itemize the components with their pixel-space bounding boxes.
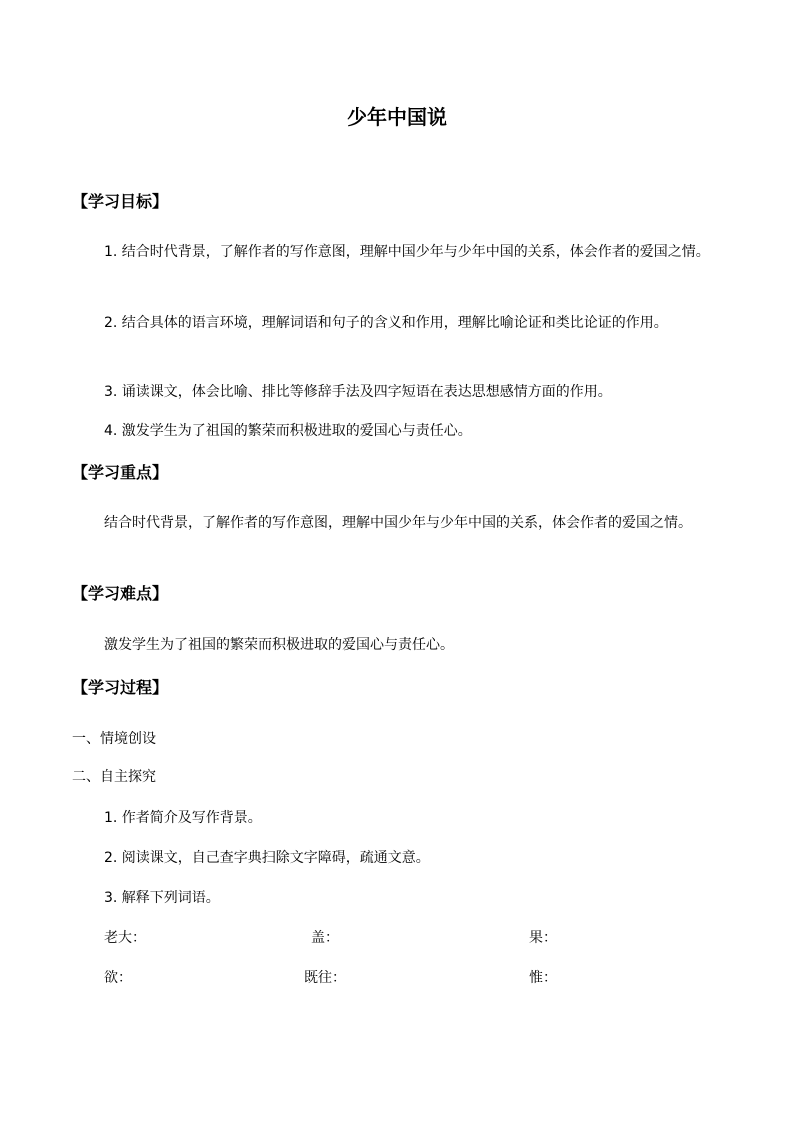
goal-item-4: 4. 激发学生为了祖国的繁荣而积极进取的爱国心与责任心。 — [104, 423, 472, 439]
process-section-2: 二、自主探究 — [72, 769, 156, 785]
process-step-3: 3. 解释下列词语。 — [104, 890, 220, 906]
process-heading: 【学习过程】 — [72, 678, 169, 697]
vocab-item-gai: 盖： — [311, 930, 339, 946]
difficulties-text: 激发学生为了祖国的繁荣而积极进取的爱国心与责任心。 — [104, 637, 454, 653]
goals-heading: 【学习目标】 — [72, 192, 169, 211]
goal-item-1: 1. 结合时代背景，了解作者的写作意图，理解中国少年与少年中国的关系，体会作者的爱国之情。 — [104, 244, 710, 260]
process-section-1: 一、情境创设 — [72, 731, 156, 747]
process-step-1: 1. 作者简介及写作背景。 — [104, 810, 262, 826]
vocab-item-guo: 果： — [529, 930, 557, 946]
vocab-item-yu: 欲： — [104, 970, 132, 986]
vocab-item-jiwang: 既往： — [304, 970, 346, 986]
difficulties-heading: 【学习难点】 — [72, 584, 169, 603]
vocab-item-wei: 惟： — [529, 970, 557, 986]
goal-item-2: 2. 结合具体的语言环境，理解词语和句子的含义和作用，理解比喻论证和类比论证的作用。 — [104, 315, 668, 331]
vocab-item-laoda: 老大： — [104, 930, 146, 946]
document-title: 少年中国说 — [347, 105, 447, 129]
goal-item-3: 3. 诵读课文，体会比喻、排比等修辞手法及四字短语在表达思想感情方面的作用。 — [104, 384, 612, 400]
key-points-text: 结合时代背景，了解作者的写作意图，理解中国少年与少年中国的关系，体会作者的爱国之情。 — [104, 515, 692, 531]
process-step-2: 2. 阅读课文，自己查字典扫除文字障碍，疏通文意。 — [104, 850, 430, 866]
key-points-heading: 【学习重点】 — [72, 463, 169, 482]
